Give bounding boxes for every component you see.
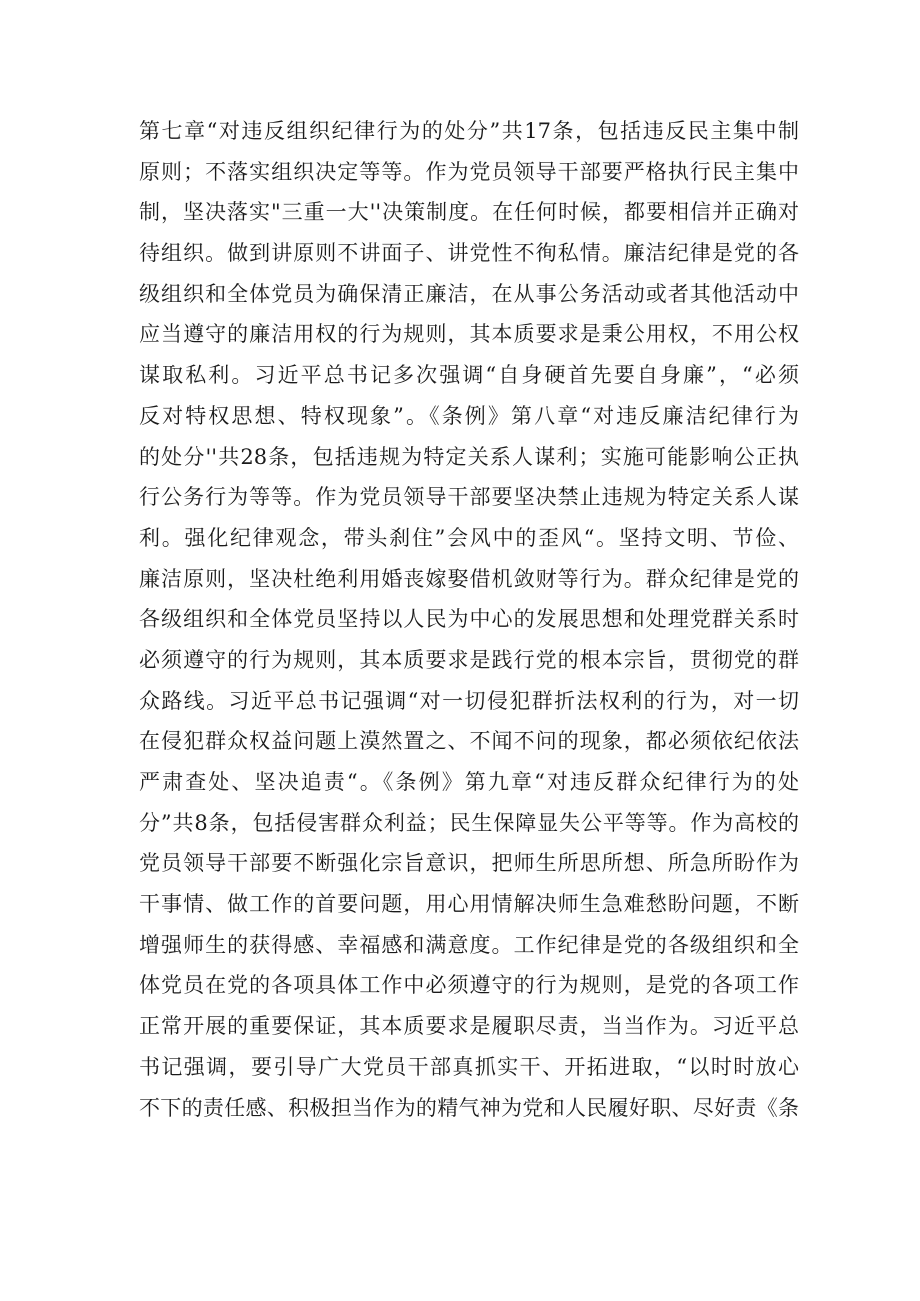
- text-line: 正常开展的重要保证，其本质要求是履职尽责，当当作为。习近平总: [139, 1014, 799, 1039]
- text-line: 不下的责任感、积极担当作为的精气神为党和人民履好职、尽好责《条: [139, 1095, 799, 1120]
- text-line: 待组织。做到讲原则不讲面子、讲党性不徇私情。廉洁纪律是党的各: [139, 241, 799, 266]
- text-line: 书记强调，要引导广大党员干部真抓实干、开拓进取，“以时时放心: [139, 1054, 799, 1079]
- text-line: 廉洁原则，坚决杜绝利用婚丧嫁娶借机敛财等行为。群众纪律是党的: [139, 566, 799, 591]
- text-line: 制，坚决落实"三重一大''决策制度。在任何时候，都要相信并正确对: [139, 200, 799, 225]
- body-text: [139, 111, 799, 1128]
- text-line: 体党员在党的各项具体工作中必须遵守的行为规则，是党的各项工作: [139, 973, 799, 998]
- text-line: 应当遵守的廉洁用权的行为规则，其本质要求是秉公用权，不用公权: [139, 322, 799, 347]
- text-line: 的处分''共28条，包括违规为特定关系人谋利；实施可能影响公正执: [139, 444, 799, 469]
- text-line: 必须遵守的行为规则，其本质要求是践行党的根本宗旨，贯彻党的群: [139, 647, 799, 672]
- text-line: 利。强化纪律观念，带头刹住”会风中的歪风“。坚持文明、节俭、: [139, 525, 799, 550]
- text-line: 严肃查处、坚决追责“。《条例》第九章“对违反群众纪律行为的处: [139, 770, 799, 794]
- text-line: 党员领导干部要不断强化宗旨意识，把师生所思所想、所急所盼作为: [139, 851, 799, 876]
- text-line: 众路线。习近平总书记强调“对一切侵犯群折法权利的行为，对一切: [139, 688, 799, 713]
- text-line: 在侵犯群众权益问题上漠然置之、不闻不问的现象，都必须依纪依法: [139, 729, 799, 754]
- text-line: 干事情、做工作的首要问题，用心用情解决师生急难愁盼问题，不断: [139, 892, 799, 917]
- text-line: 第七章“对违反组织纪律行为的处分”共17条，包括违反民主集中制: [139, 119, 799, 143]
- text-line: 分”共8条，包括侵害群众利益；民生保障显失公平等等。作为高校的: [139, 810, 799, 835]
- text-line: 原则；不落实组织决定等等。作为党员领导干部要严格执行民主集中: [139, 159, 799, 184]
- text-line: 行公务行为等等。作为党员领导干部要坚决禁止违规为特定关系人谋: [139, 485, 799, 510]
- text-line: 反对特权思想、特权现象”。《条例》第八章“对违反廉洁纪律行为: [139, 403, 799, 428]
- text-line: 谋取私利。习近平总书记多次强调“自身硬首先要自身廉”，“必须: [139, 363, 799, 388]
- text-line: 各级组织和全体党员坚持以人民为中心的发展思想和处理党群关系时: [139, 607, 799, 632]
- text-line: 增强师生的获得感、幸福感和满意度。工作纪律是党的各级组织和全: [139, 932, 799, 957]
- text-line: 级组织和全体党员为确保清正廉洁，在从事公务活动或者其他活动中: [139, 281, 799, 306]
